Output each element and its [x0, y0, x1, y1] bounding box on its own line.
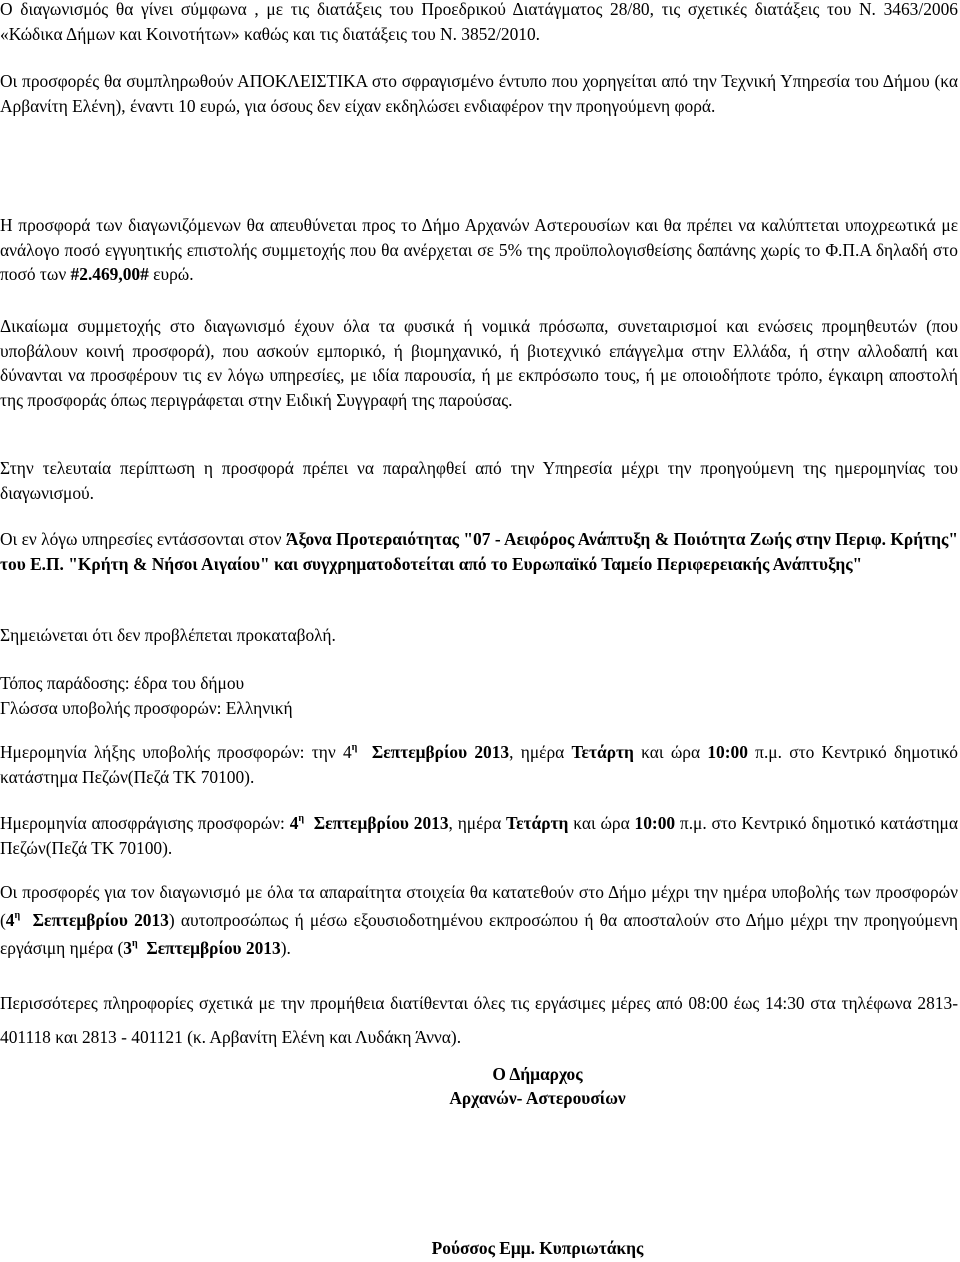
funding-axis: Άξονα Προτεραιότητας "07 - Αειφόρος Ανάπτυξη & Ποιότητα Ζωής στην Περιφ. Κρήτης" του Ε.Π. "Κρήτη & Νήσοι Αιγαίου" και συγχρηματοδοτείται από το Ευρωπαϊκό Ταμείο Περιφερειακής Ανάπτυξης"	[0, 529, 958, 574]
paragraph-opening-date	[0, 811, 958, 860]
deadline-day: Τετάρτη	[571, 742, 634, 762]
method-prev-day-number: 3	[123, 938, 132, 958]
deadline-time: 10:00	[707, 742, 748, 762]
deadline-time-label: και ώρα	[633, 742, 708, 762]
opening-time-label: και ώρα	[568, 813, 635, 833]
signature-title: Ο Δήμαρχος	[492, 1064, 583, 1084]
deadline-date: Σεπτεμβρίου 2013	[371, 742, 510, 762]
signature-municipality: Αρχανών- Αστερουσίων	[449, 1088, 626, 1108]
paragraph-submission-deadline	[0, 740, 958, 789]
method-text-c: ) αυτοπροσώπως ή μέσω εξουσιοδοτημένου εκπροσώπου ή θα αποσταλούν στο Δήμο μέχρι την προηγούμενη εργάσιμη ημέρα (	[0, 910, 958, 958]
paragraph-deadline-note: Στην τελευταία περίπτωση η προσφορά πρέπει να παραληφθεί από την Υπηρεσία μέχρι την προηγούμενη της ημερομηνίας του διαγωνισμού.	[0, 458, 958, 503]
paragraph-delivery	[0, 671, 958, 720]
funding-lead: Οι εν λόγω υπηρεσίες εντάσσονται στον	[0, 529, 286, 549]
paragraph-eligibility: Δικαίωμα συμμετοχής στο διαγωνισμό έχουν όλα τα φυσικά ή νομικά πρόσωπα, συνεταιρισμοί και ενώσεις προμηθευτών (που υποβάλουν κοινή προσφορά), που ασκούν εμπορικό, ή βιομηχανικό, ή βιοτεχνικό επάγγελμα στην Ελλάδα, ή στην αλλοδαπή και δύνανται να προσφέρουν τις εν λόγω υπηρεσίες, με ιδία παρουσία, ή με εκπρόσωπο τους, ή με οποιοδήποτε τρόπο, έγκαιρη αποστολή της προσφοράς όπως περιγράφεται στην Ειδική Συγγραφή της παρούσας.	[0, 316, 958, 410]
paragraph-information: Περισσότερες πληροφορίες σχετικά με την προμήθεια διατίθενται όλες τις εργάσιμες μέρες από 08:00 έως 14:30 στα τηλέφωνα 2813-401118 και 2813 - 401121 (κ. Αρβανίτη Ελένη και Λυδάκη Άννα).	[0, 993, 958, 1047]
opening-place: π.μ. στο Κεντρικό δημοτικό κατάστημα Πεζών(Πεζά ΤΚ 70100).	[0, 813, 958, 858]
opening-day-label: , ημέρα	[448, 813, 507, 833]
method-text-a: Οι προσφορές για τον διαγωνισμό με όλα τα απαραίτητα στοιχεία θα κατατεθούν στο Δήμο μέχρι την ημέρα υποβολής των προσφορών (	[0, 882, 958, 930]
paragraph-legal-basis: Ο διαγωνισμός θα γίνει σύμφωνα , με τις διατάξεις του Προεδρικού Διατάγματος 28/80, τις σχετικές διατάξεις του Ν. 3463/2006 «Κώδικα Δήμων και Κοινοτήτων» καθώς και τις διατάξεις του Ν. 3852/2010.	[0, 0, 958, 44]
deadline-sup: η	[351, 742, 358, 753]
deadline-label: Ημερομηνία λήξης υποβολής προσφορών: την 4	[0, 742, 352, 762]
method-day-number: 4	[5, 910, 15, 930]
method-sup-1: η	[14, 910, 21, 921]
opening-label: Ημερομηνία αποσφράγισης προσφορών:	[0, 813, 290, 833]
method-text-e: ).	[280, 938, 291, 958]
method-prev-date: Σεπτεμβρίου 2013	[146, 938, 281, 958]
deadline-day-label: , ημέρα	[509, 742, 572, 762]
signature-name: Ρούσσος Εμμ. Κυπριωτάκης	[431, 1238, 644, 1258]
paragraph-advance: Σημειώνεται ότι δεν προβλέπεται προκαταβολή.	[0, 625, 336, 645]
guarantee-amount: #2.469,00#	[70, 264, 149, 284]
guarantee-tail: ευρώ.	[148, 264, 194, 284]
deadline-place: π.μ. στο Κεντρικό δημοτικό κατάστημα Πεζών(Πεζά ΤΚ 70100).	[0, 742, 958, 787]
paragraph-submission-method	[0, 878, 958, 962]
opening-sup: η	[298, 813, 305, 824]
method-date: Σεπτεμβρίου 2013	[32, 910, 169, 930]
paragraph-offer-form: Οι προσφορές θα συμπληρωθούν ΑΠΟΚΛΕΙΣΤΙΚΑ στο σφραγισμένο έντυπο που χορηγείται από την Τεχνική Υπηρεσία του Δήμου (κα Αρβανίτη Ελένη), έναντι 10 ευρώ, για όσους δεν είχαν εκδηλώσει ενδιαφέρον την προηγούμενη φορά.	[0, 71, 958, 116]
opening-time: 10:00	[634, 813, 676, 833]
paragraph-guarantee	[0, 213, 958, 287]
paragraph-funding	[0, 527, 958, 576]
guarantee-text: Η προσφορά των διαγωνιζόμενων θα απευθύνεται προς το Δήμο Αρχανών Αστερουσίων και θα πρέπει να καλύπτεται υποχρεωτικά με ανάλογο ποσό εγγυητικής επιστολής συμμετοχής που θα ανέρχεται σε 5% της προϋπολογισθείσης δαπάνης χωρίς το Φ.Π.Α δηλαδή στο ποσό των	[0, 215, 958, 284]
opening-date: Σεπτεμβρίου 2013	[313, 813, 449, 833]
method-sup-2: η	[131, 938, 138, 949]
opening-day: Τετάρτη	[506, 813, 569, 833]
opening-day-number: 4	[289, 813, 299, 833]
delivery-place: Τόπος παράδοσης: έδρα του δήμου	[0, 673, 245, 693]
submission-language: Γλώσσα υποβολής προσφορών: Ελληνική	[0, 697, 293, 718]
